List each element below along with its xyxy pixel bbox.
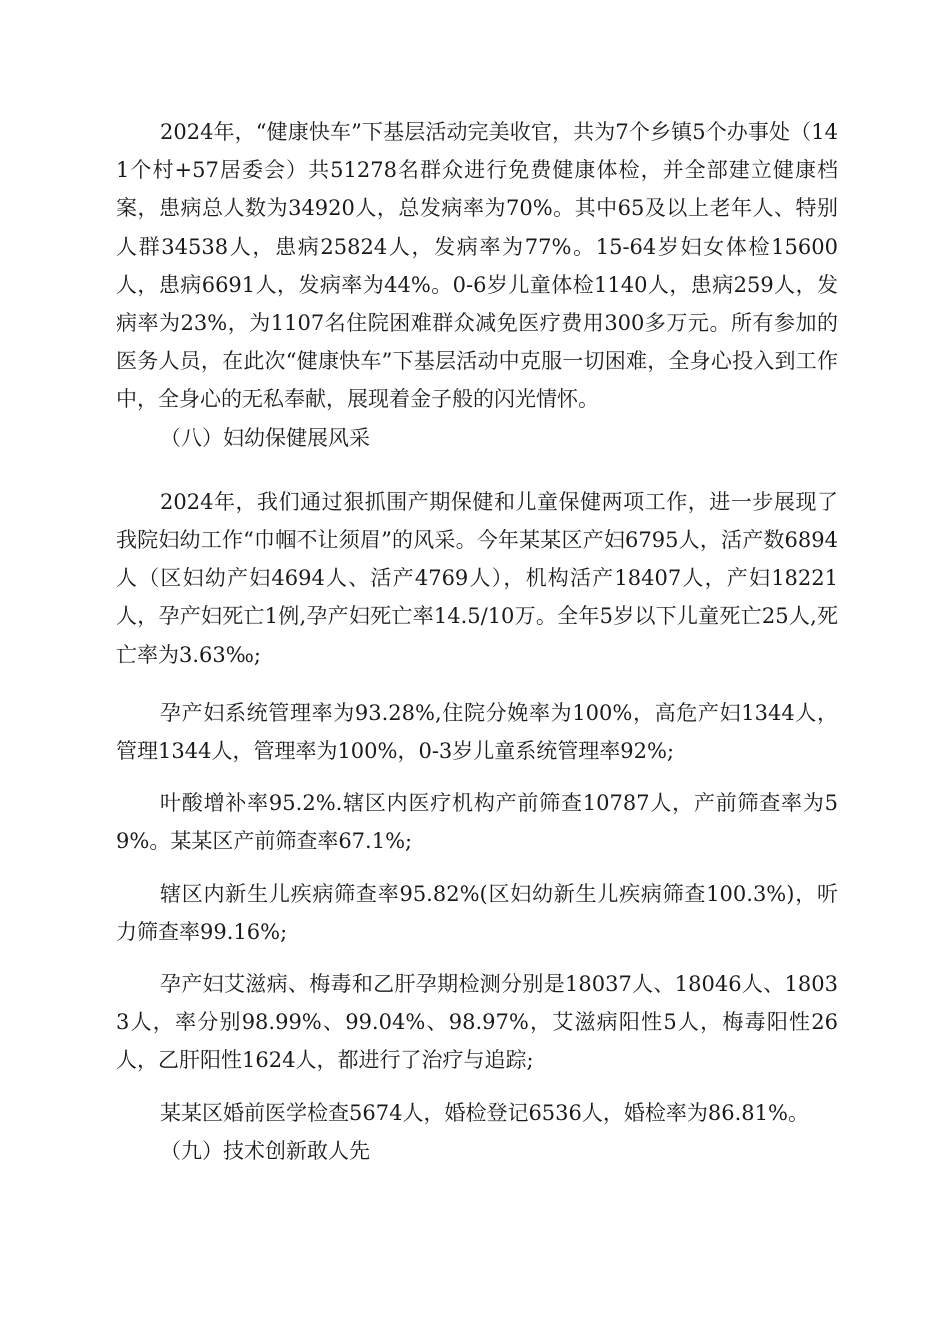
paragraph-pregnancy-testing: 孕产妇艾滋病、梅毒和乙肝孕期检测分别是18037人、18046人、18033人，率分别98.99%、99.04%、98.97%，艾滋病阳性5人，梅毒阳性26人，乙肝阳性1624人，都进行了治疗与追踪; bbox=[116, 972, 838, 1073]
paragraph-premarital-check: 某某区婚前医学检查5674人，婚检登记6536人，婚检率为86.81%。 bbox=[160, 1100, 809, 1125]
section-heading-maternal-child: （八）妇幼保健展风采 bbox=[160, 425, 370, 450]
document-page bbox=[116, 113, 838, 1170]
paragraph-maternal-child-overview: 2024年，我们通过狠抓围产期保健和儿童保健两项工作，进一步展现了我院妇幼工作“巾帼不让须眉”的风采。今年某某区产妇6795人，活产数6894人（区妇幼产妇4694人、活产4769人），机构活产18407人，产妇18221人，孕产妇死亡1例,孕产妇死亡率14.5/10万。全年5岁以下儿童死亡25人,死亡率为3.63‰; bbox=[116, 489, 838, 667]
paragraph-newborn-screening: 辖区内新生儿疾病筛查率95.82%(区妇幼新生儿疾病筛查100.3%)，听力筛查率99.16%; bbox=[116, 881, 838, 944]
paragraph-folic-acid: 叶酸增补率95.2%.辖区内医疗机构产前筛查10787人，产前筛查率为59%。某某区产前筛查率67.1%; bbox=[116, 791, 838, 854]
paragraph-system-management: 孕产妇系统管理率为93.28%,住院分娩率为100%，高危产妇1344人，管理1344人，管理率为100%，0-3岁儿童系统管理率92%; bbox=[116, 700, 838, 764]
section-heading-innovation: （九）技术创新敢人先 bbox=[160, 1138, 370, 1163]
paragraph-health-express: 2024年，“健康快车”下基层活动完美收官，共为7个乡镇5个办事处（141个村+57居委会）共51278名群众进行免费健康体检，并全部建立健康档案，患病总人数为34920人，总发病率为70%。其中65及以上老年人、特别人群34538人，患病25824人，发病率为77%。15-64岁妇女体检15600人，患病6691人，发病率为44%。0-6岁儿童体检1140人，患病259人，发病率为23%，为1107名住院困难群众减免医疗费用300多万元。所有参加的医务人员，在此次“健康快车”下基层活动中克服一切困难，全身心投入到工作中，全身心的无私奉献，展现着金子般的闪光情怀。 bbox=[116, 120, 838, 412]
